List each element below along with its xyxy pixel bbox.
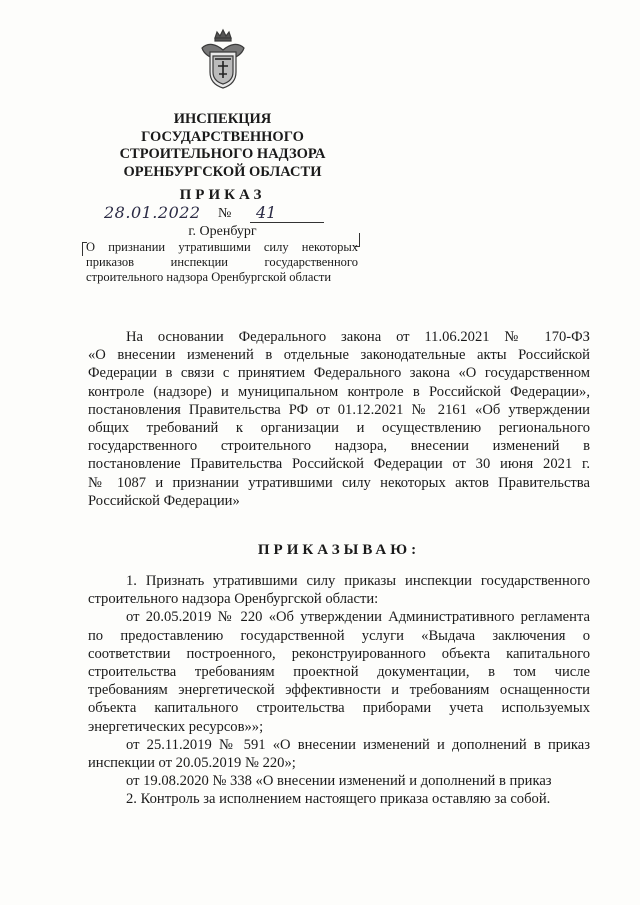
org-line: ИНСПЕКЦИЯ (173, 111, 272, 127)
text-line: соответствии построенного, реконструированного объекта капитального (88, 645, 590, 662)
text-line: На основании Федерального закона от 11.06.2021 № 170-ФЗ (126, 329, 590, 345)
city: г. Оренбург (188, 224, 257, 239)
org-line: ГОСУДАРСТВЕННОГО (141, 128, 304, 145)
org-line: СТРОИТЕЛЬНОГО НАДЗОРА (119, 146, 326, 162)
text-line: по предоставлению государственной услуги «Выдача заключения о (88, 627, 590, 644)
text-line: постановление Правительства Российской Федерации от 30 июня 2021 г. (88, 456, 590, 473)
org-line: ОРЕНБУРГСКОЙ ОБЛАСТИ (123, 163, 322, 180)
text-line: постановления Правительства РФ от 01.12.2021 № 2161 «Об утверждении (88, 401, 590, 418)
organization-name (100, 111, 345, 181)
text-line: государственного строительного надзора, внесении изменений в (88, 438, 590, 455)
text-line: общих требований к организации и осуществлению регионального (88, 420, 590, 437)
text-line: от 25.11.2019 № 591 «О внесении изменений и дополнений в приказ (126, 736, 590, 753)
text-line: инспекции от 20.05.2019 № 220»; (88, 755, 296, 772)
text-line: 2. Контроль за исполнением настоящего приказа оставляю за собой. (126, 791, 551, 808)
text-line: Российской Федерации» (88, 492, 240, 509)
text-line: № 1087 и признании утратившими силу некоторых актов Правительства (88, 474, 590, 491)
subject-line: строительного надзора Оренбургской области (86, 270, 332, 284)
text-line: строительства требованиям проектной документации, в том числе (88, 664, 590, 681)
date-number-row (104, 203, 344, 225)
order-date-handwritten: 28.01.2022 (104, 203, 201, 222)
order-title: ПРИКАЗ (179, 187, 266, 203)
text-line: от 19.08.2020 № 338 «О внесении изменений и дополнений в приказ (126, 773, 552, 790)
preamble (88, 328, 590, 510)
number-underline (250, 222, 324, 223)
text-line: объекта капитального строительства приборами учета используемых (88, 700, 590, 717)
coat-of-arms-emblem (198, 28, 248, 90)
subject-line: приказов инспекции государственного (86, 255, 358, 269)
text-line: энергетических ресурсов»»; (88, 718, 264, 735)
order-subject (86, 240, 358, 285)
subject-line: О признании утратившими силу некоторых (86, 240, 358, 254)
number-label: № (218, 206, 232, 221)
order-items (88, 572, 590, 809)
order-number-handwritten: 41 (256, 203, 277, 222)
text-line: требованиям энергетической эффективности и требованиям оснащенности (88, 682, 590, 699)
text-line: от 20.05.2019 № 220 «Об утверждении Административного регламента (126, 609, 590, 626)
text-line: «О внесении изменений в отдельные законодательные акты Российской (88, 347, 590, 364)
text-line: строительного надзора Оренбургской области: (88, 591, 379, 608)
order-heading: ПРИКАЗЫВАЮ: (257, 542, 421, 558)
text-line: 1. Признать утратившими силу приказы инспекции государственного (126, 573, 590, 589)
text-line: контроле (надзоре) и муниципальном контроле в Российской Федерации», (88, 383, 590, 400)
text-line: Федерации в связи с принятием Федерального закона «О государственном (88, 365, 590, 382)
